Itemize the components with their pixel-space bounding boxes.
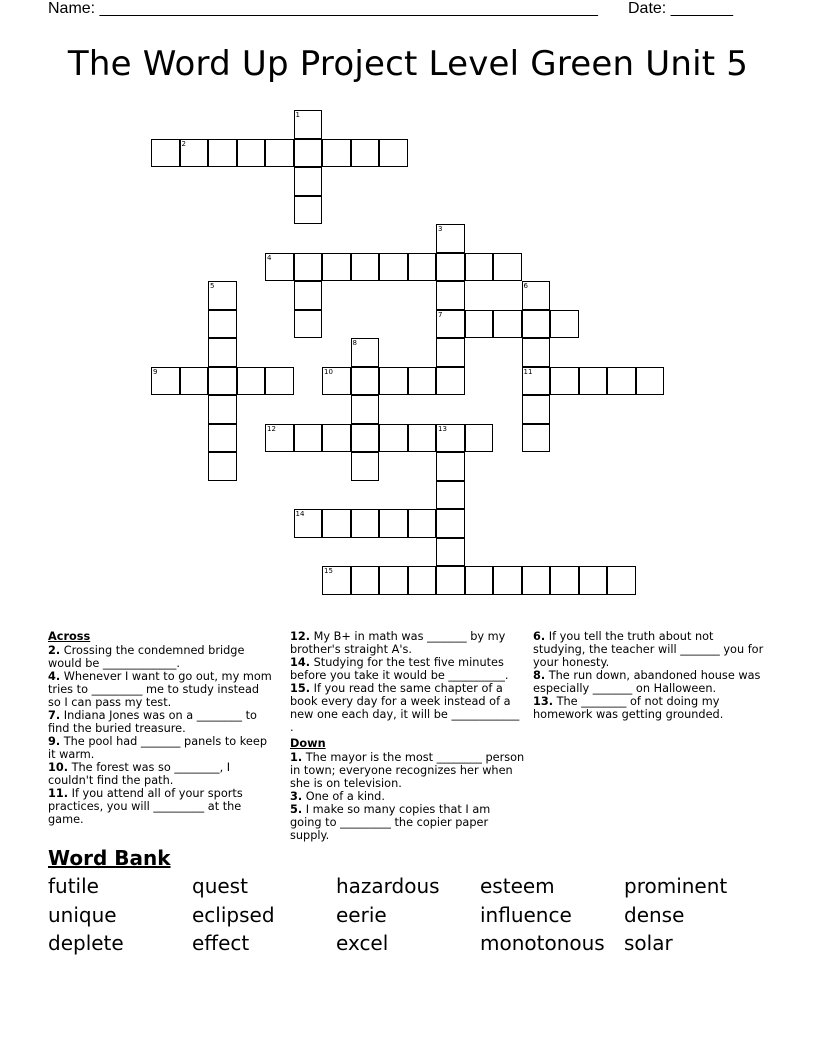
clue-text: The ________ of not doing my homework was getting grounded. [533, 695, 724, 721]
down-clue-list-continued [533, 630, 768, 721]
grid-cell[interactable] [322, 424, 351, 453]
grid-cell[interactable] [351, 338, 380, 367]
grid-cell[interactable] [550, 566, 579, 595]
grid-cell[interactable] [322, 139, 351, 168]
clue-number-label: 8 [352, 339, 357, 347]
clue-text: If you read the same chapter of a book every day for a week instead of a new one each day, it will be ____________ . [290, 682, 520, 734]
grid-cell[interactable] [522, 424, 551, 453]
grid-cell[interactable] [151, 367, 180, 396]
across-clue-list [48, 644, 273, 826]
grid-cell[interactable] [265, 139, 294, 168]
word-bank-item: esteem [480, 874, 555, 898]
clue-item [290, 751, 525, 790]
clue-number: 4. [48, 670, 61, 683]
clue-number-label: 5 [210, 282, 215, 290]
clue-number: 6. [533, 630, 546, 643]
grid-cell[interactable] [436, 281, 465, 310]
grid-cell[interactable] [265, 253, 294, 282]
grid-cell[interactable] [294, 110, 323, 139]
grid-cell[interactable] [436, 253, 465, 282]
clue-number-label: 4 [267, 253, 272, 262]
middle-clues-column [290, 630, 525, 842]
across-clue-list-continued [290, 630, 525, 734]
grid-cell[interactable] [208, 424, 237, 453]
clue-item [290, 656, 525, 682]
clue-number: 7. [48, 709, 61, 722]
grid-cell[interactable] [522, 367, 551, 396]
grid-cell[interactable] [294, 139, 323, 168]
clue-number-label: 13 [438, 424, 447, 433]
clue-number-label: 11 [523, 367, 533, 376]
clue-number-label: 3 [438, 225, 443, 233]
grid-cell[interactable] [607, 566, 636, 595]
grid-cell[interactable] [408, 253, 437, 282]
grid-cell[interactable] [522, 395, 551, 424]
clue-number-label: 6 [523, 282, 528, 290]
clue-item [48, 787, 273, 826]
grid-cell[interactable] [436, 338, 465, 367]
date-field-label: Date: _______ [628, 0, 733, 17]
grid-cell[interactable] [208, 452, 237, 481]
clue-text: My B+ in math was _______ by my brother's straight A's. [290, 630, 506, 656]
grid-cell[interactable] [351, 253, 380, 282]
word-bank-item: futile [48, 874, 99, 898]
grid-cell[interactable] [408, 566, 437, 595]
word-bank-item: unique [48, 903, 117, 927]
clue-text: One of a kind. [302, 790, 385, 803]
word-bank-item: hazardous [336, 874, 440, 898]
grid-cell[interactable] [237, 367, 266, 396]
grid-cell[interactable] [493, 566, 522, 595]
grid-cell[interactable] [151, 139, 180, 168]
word-bank-item: monotonous [480, 931, 605, 955]
grid-cell[interactable] [522, 281, 551, 310]
grid-cell[interactable] [351, 566, 380, 595]
word-bank-item: deplete [48, 931, 124, 955]
grid-cell[interactable] [322, 367, 351, 396]
clue-text: I make so many copies that I am going to _________ the copier paper supply. [290, 803, 491, 842]
grid-cell[interactable] [351, 139, 380, 168]
name-field-label: Name: ________________________________________________________ [48, 0, 598, 17]
clue-text: The forest was so ________, I couldn't find the path. [48, 761, 231, 787]
clue-number: 2. [48, 644, 61, 657]
grid-cell[interactable] [379, 509, 408, 538]
grid-cell[interactable] [265, 424, 294, 453]
down-clue-list [290, 751, 525, 842]
grid-cell[interactable] [465, 566, 494, 595]
word-bank-item: eclipsed [192, 903, 275, 927]
grid-cell[interactable] [294, 253, 323, 282]
grid-cell[interactable] [379, 566, 408, 595]
grid-cell[interactable] [436, 224, 465, 253]
grid-cell[interactable] [322, 566, 351, 595]
clue-number-label: 9 [153, 367, 158, 376]
clue-number: 10. [48, 761, 69, 774]
clue-item [533, 695, 768, 721]
clue-text: Crossing the condemned bridge would be _____________. [48, 644, 245, 670]
grid-cell[interactable] [379, 253, 408, 282]
grid-cell[interactable] [579, 367, 608, 396]
grid-cell[interactable] [436, 509, 465, 538]
grid-cell[interactable] [208, 281, 237, 310]
clue-item [48, 735, 273, 761]
grid-cell[interactable] [294, 424, 323, 453]
grid-cell[interactable] [208, 395, 237, 424]
clue-number: 5. [290, 803, 303, 816]
clue-number-label: 1 [295, 111, 300, 119]
clue-text: Whenever I want to go out, my mom tries to _________ me to study instead so I can pass my test. [48, 670, 272, 709]
grid-cell[interactable] [493, 310, 522, 339]
clue-number: 9. [48, 735, 61, 748]
grid-cell[interactable] [294, 281, 323, 310]
clue-text: If you tell the truth about not studying, the teacher will _______ you for your honesty. [533, 630, 764, 669]
clue-text: The run down, abandoned house was especially _______ on Halloween. [533, 669, 761, 695]
grid-cell[interactable] [436, 566, 465, 595]
clue-number-label: 14 [295, 510, 305, 518]
grid-cell[interactable] [294, 167, 323, 196]
clue-number: 3. [290, 790, 303, 803]
grid-cell[interactable] [522, 566, 551, 595]
grid-cell[interactable] [436, 310, 465, 339]
grid-cell[interactable] [408, 367, 437, 396]
clue-item [290, 682, 525, 734]
across-clues-column [48, 630, 273, 826]
clue-number: 12. [290, 630, 311, 643]
grid-cell[interactable] [379, 424, 408, 453]
grid-cell[interactable] [294, 196, 323, 225]
clue-text: Indiana Jones was on a ________ to find the buried treasure. [48, 709, 257, 735]
grid-cell[interactable] [294, 509, 323, 538]
down-heading: Down [290, 737, 326, 750]
clue-item [290, 630, 525, 656]
across-heading: Across [48, 630, 91, 643]
grid-cell[interactable] [208, 139, 237, 168]
word-bank-item: influence [480, 903, 572, 927]
grid-cell[interactable] [465, 310, 494, 339]
grid-cell[interactable] [607, 367, 636, 396]
clue-number: 13. [533, 695, 554, 708]
clue-item [48, 670, 273, 709]
clue-item [533, 669, 768, 695]
grid-cell[interactable] [208, 310, 237, 339]
grid-cell[interactable] [408, 509, 437, 538]
word-bank-item: excel [336, 931, 389, 955]
grid-cell[interactable] [436, 367, 465, 396]
grid-cell[interactable] [379, 139, 408, 168]
grid-cell[interactable] [351, 509, 380, 538]
grid-cell[interactable] [436, 452, 465, 481]
clue-number-label: 10 [324, 367, 333, 376]
word-bank-item: dense [624, 903, 685, 927]
clue-item [290, 790, 525, 803]
grid-cell[interactable] [379, 367, 408, 396]
clue-item [533, 630, 768, 669]
clue-number: 8. [533, 669, 546, 682]
word-bank-item: effect [192, 931, 250, 955]
grid-cell[interactable] [322, 509, 351, 538]
word-bank-item: quest [192, 874, 248, 898]
grid-cell[interactable] [550, 367, 579, 396]
word-bank-item: eerie [336, 903, 387, 927]
clue-item [48, 644, 273, 670]
page-title: The Word Up Project Level Green Unit 5 [67, 44, 749, 84]
word-bank-item: solar [624, 931, 673, 955]
grid-cell[interactable] [436, 538, 465, 567]
grid-cell[interactable] [237, 139, 266, 168]
grid-cell[interactable] [465, 253, 494, 282]
clue-number-label: 2 [181, 139, 186, 148]
grid-cell[interactable] [351, 452, 380, 481]
grid-cell[interactable] [436, 481, 465, 510]
grid-cell[interactable] [550, 310, 579, 339]
grid-cell[interactable] [294, 310, 323, 339]
grid-cell[interactable] [522, 310, 551, 339]
grid-cell[interactable] [265, 367, 294, 396]
clue-text: The pool had _______ panels to keep it warm. [48, 735, 268, 761]
word-bank-item: prominent [624, 874, 728, 898]
clue-item [48, 709, 273, 735]
grid-cell[interactable] [208, 367, 237, 396]
clue-number: 15. [290, 682, 311, 695]
clue-text: If you attend all of your sports practices, you will _________ at the game. [48, 787, 243, 826]
clue-number-label: 7 [438, 310, 443, 319]
grid-cell[interactable] [351, 424, 380, 453]
grid-cell[interactable] [465, 424, 494, 453]
clue-number: 14. [290, 656, 311, 669]
clue-item [48, 761, 273, 787]
grid-cell[interactable] [636, 367, 665, 396]
grid-cell[interactable] [351, 367, 380, 396]
grid-cell[interactable] [408, 424, 437, 453]
grid-cell[interactable] [522, 338, 551, 367]
clue-number-label: 15 [324, 567, 333, 575]
grid-cell[interactable] [579, 566, 608, 595]
grid-cell[interactable] [180, 367, 209, 396]
grid-cell[interactable] [351, 395, 380, 424]
clue-number-label: 12 [267, 424, 276, 433]
grid-cell[interactable] [493, 253, 522, 282]
clue-text: The mayor is the most ________ person in town; everyone recognizes her when she is on television. [290, 751, 525, 790]
down-clues-column [533, 630, 768, 721]
grid-cell[interactable] [180, 139, 209, 168]
grid-cell[interactable] [436, 424, 465, 453]
clue-number: 1. [290, 751, 303, 764]
clue-item [290, 803, 525, 842]
grid-cell[interactable] [322, 253, 351, 282]
grid-cell[interactable] [208, 338, 237, 367]
clue-number: 11. [48, 787, 69, 800]
word-bank-title: Word Bank [48, 846, 171, 870]
clue-text: Studying for the test five minutes before you take it would be __________. [290, 656, 509, 682]
